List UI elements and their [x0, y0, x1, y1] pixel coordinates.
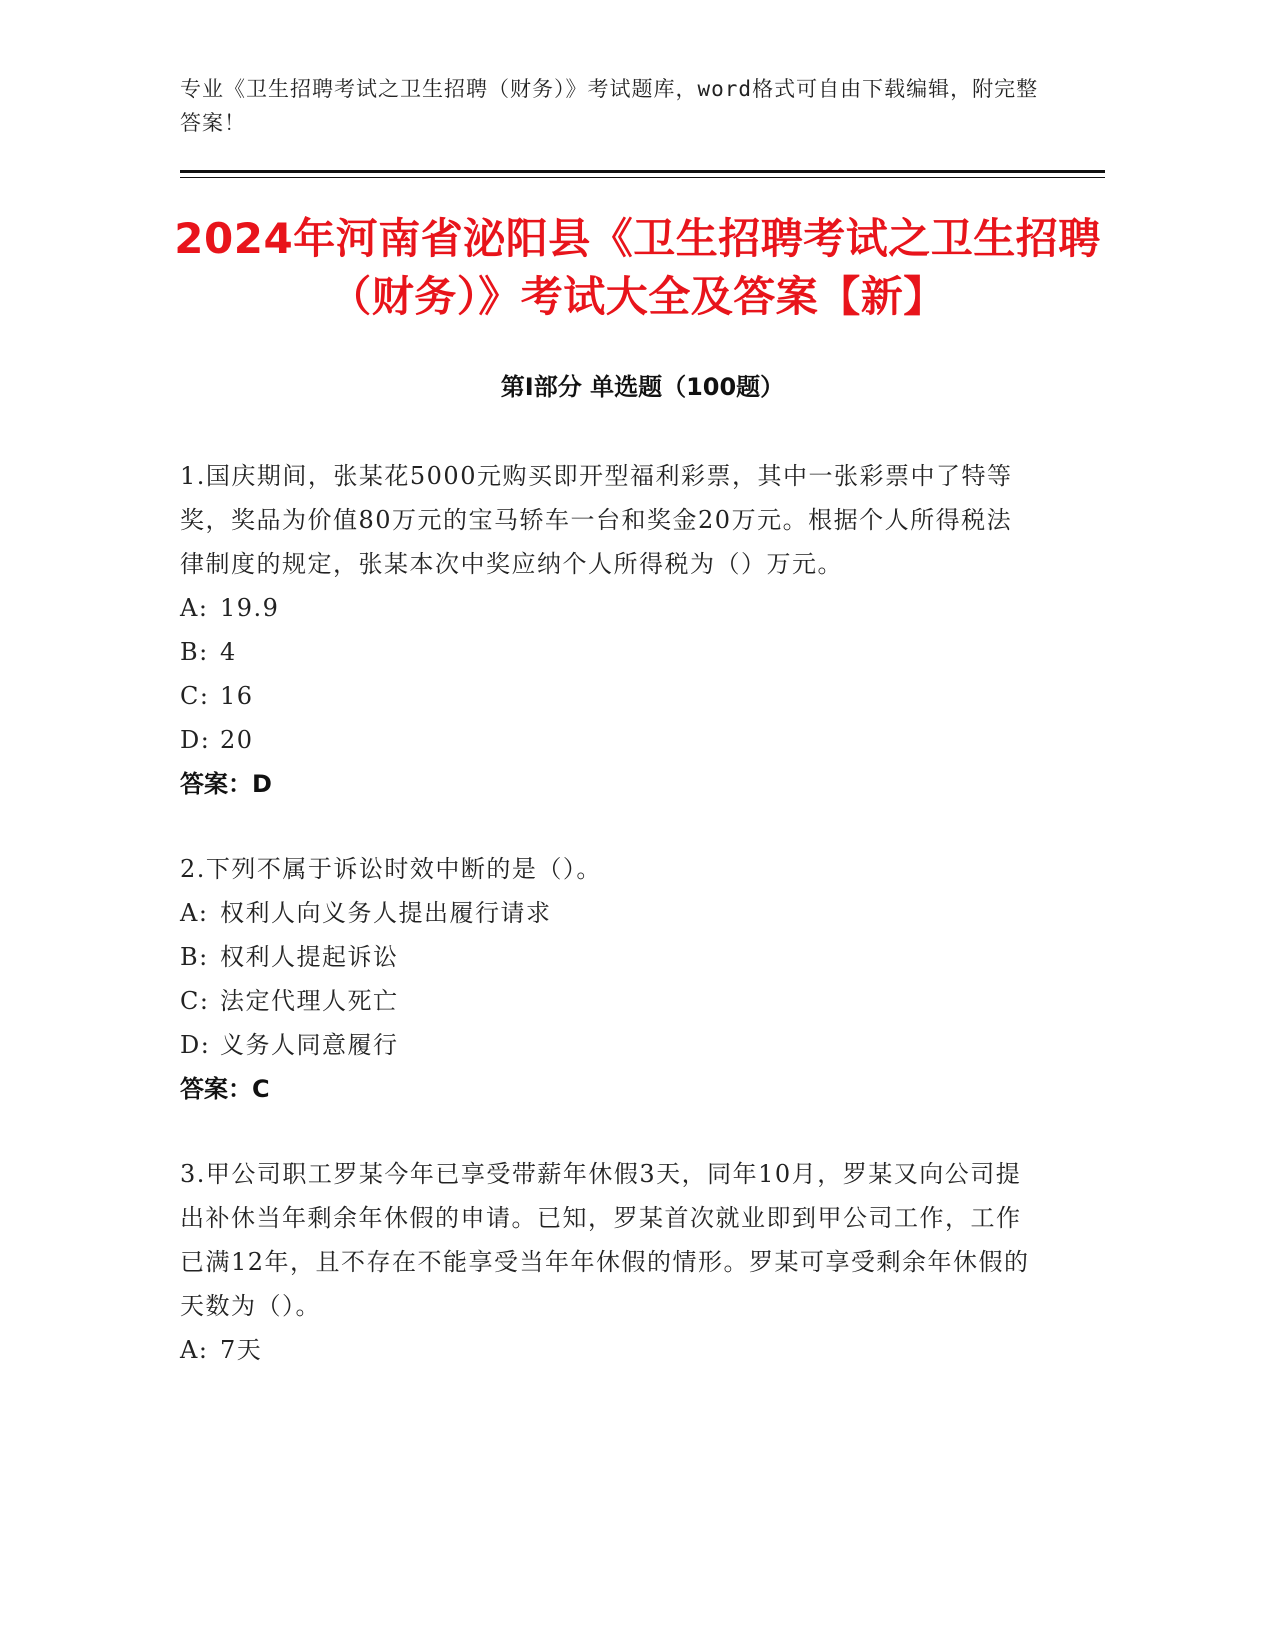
option-b	[180, 630, 1030, 674]
answer-line: 答案：D	[180, 770, 272, 798]
question-1	[180, 454, 1030, 806]
option-key: C:	[180, 682, 210, 710]
option-text: 7天	[220, 1336, 263, 1364]
document-title: 2024年河南省泌阳县《卫生招聘考试之卫生招聘（财务）》考试大全及答案【新】	[174, 214, 1101, 321]
question-2	[180, 847, 1030, 1111]
option-key: A:	[180, 899, 209, 927]
question-stem: 1.国庆期间，张某花5000元购买即开型福利彩票，其中一张彩票中了特等奖，奖品为价值80万元的宝马轿车一台和奖金20万元。根据个人所得税法律制度的规定，张某本次中奖应纳个人所得税为（）万元。	[180, 462, 1013, 578]
option-text: 19.9	[220, 594, 280, 622]
question-list	[180, 454, 1030, 1413]
header-note: 专业《卫生招聘考试之卫生招聘（财务）》考试题库，word格式可自由下载编辑，附完整答案！	[180, 77, 1039, 135]
section-title: 第Ⅰ部分 单选题（100题）	[500, 373, 785, 401]
option-text: 16	[220, 682, 254, 710]
option-text: 权利人向义务人提出履行请求	[220, 899, 552, 927]
header-divider-thin	[180, 177, 1105, 178]
option-a	[180, 586, 1030, 630]
option-a	[180, 1328, 1030, 1372]
option-text: 权利人提起诉讼	[220, 943, 399, 971]
question-stem: 3.甲公司职工罗某今年已享受带薪年休假3天，同年10月，罗某又向公司提出补休当年剩余年休假的申请。已知，罗某首次就业即到甲公司工作，工作已满12年，且不存在不能享受当年年休假的情形。罗某可享受剩余年休假的天数为（）。	[180, 1160, 1030, 1320]
option-key: D:	[180, 1031, 211, 1059]
option-key: A:	[180, 594, 209, 622]
option-key: C:	[180, 987, 210, 1015]
answer-line: 答案：C	[180, 1075, 270, 1103]
option-c	[180, 674, 1030, 718]
option-d	[180, 718, 1030, 762]
question-3	[180, 1152, 1030, 1372]
option-a	[180, 891, 1030, 935]
option-key: B:	[180, 943, 209, 971]
option-c	[180, 979, 1030, 1023]
option-text: 法定代理人死亡	[220, 987, 399, 1015]
header-divider-thick	[180, 170, 1105, 173]
option-text: 义务人同意履行	[220, 1031, 399, 1059]
question-stem: 2.下列不属于诉讼时效中断的是（）。	[180, 855, 602, 883]
option-d	[180, 1023, 1030, 1067]
option-text: 4	[220, 638, 237, 666]
option-key: A:	[180, 1336, 209, 1364]
option-text: 20	[220, 726, 254, 754]
option-key: D:	[180, 726, 211, 754]
option-b	[180, 935, 1030, 979]
option-key: B:	[180, 638, 209, 666]
